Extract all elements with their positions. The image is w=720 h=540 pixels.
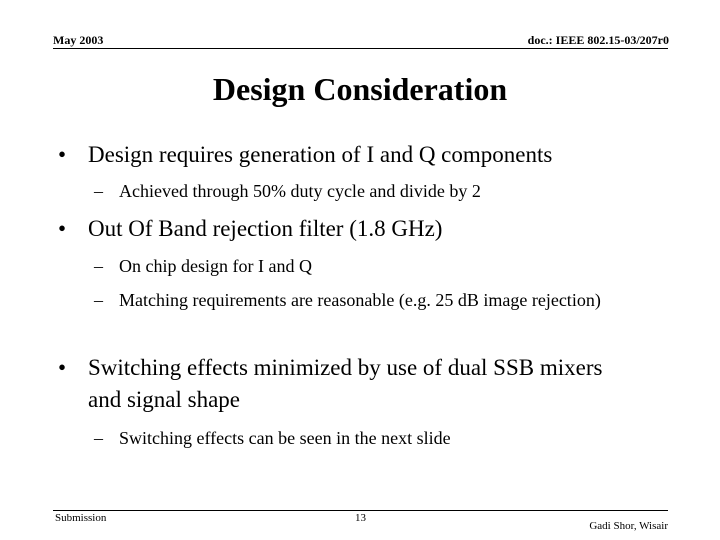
bullet-2-text: Out Of Band rejection filter (1.8 GHz) (88, 216, 443, 241)
bullet-3 (58, 352, 638, 416)
header-doc-id: doc.: IEEE 802.15-03/207r0 (527, 33, 669, 47)
sub-bullet-2-2 (94, 288, 654, 312)
dash-icon: – (94, 181, 103, 201)
sub-bullet-1-1 (94, 179, 654, 203)
header-date: May 2003 (53, 33, 104, 47)
footer-submission: Submission (55, 512, 107, 524)
bullet-dot-icon: • (58, 355, 67, 380)
header-rule (53, 48, 668, 49)
bullet-dot-icon: • (58, 216, 67, 241)
dash-icon: – (94, 428, 103, 448)
dash-icon: – (94, 290, 103, 310)
sub-bullet-2-2-text: Matching requirements are reasonable (e.g. 25 dB image rejection) (119, 290, 601, 310)
dash-icon: – (94, 256, 103, 276)
sub-bullet-1-1-text: Achieved through 50% duty cycle and divide by 2 (119, 181, 481, 201)
sub-bullet-3-1-text: Switching effects can be seen in the next slide (119, 428, 451, 448)
slide-title: Design Consideration (212, 71, 508, 107)
bullet-3-text: Switching effects minimized by use of dual SSB mixers and signal shape (88, 355, 603, 412)
footer-page-number: 13 (355, 512, 366, 524)
bullet-dot-icon: • (58, 142, 67, 167)
bullet-1 (58, 139, 668, 171)
footer-rule (53, 510, 668, 511)
sub-bullet-3-1 (94, 426, 654, 450)
bullet-1-text: Design requires generation of I and Q components (88, 142, 553, 167)
sub-bullet-2-1 (94, 254, 654, 278)
footer-author: Gadi Shor, Wisair (589, 520, 668, 532)
sub-bullet-2-1-text: On chip design for I and Q (119, 256, 312, 276)
bullet-2 (58, 213, 668, 245)
